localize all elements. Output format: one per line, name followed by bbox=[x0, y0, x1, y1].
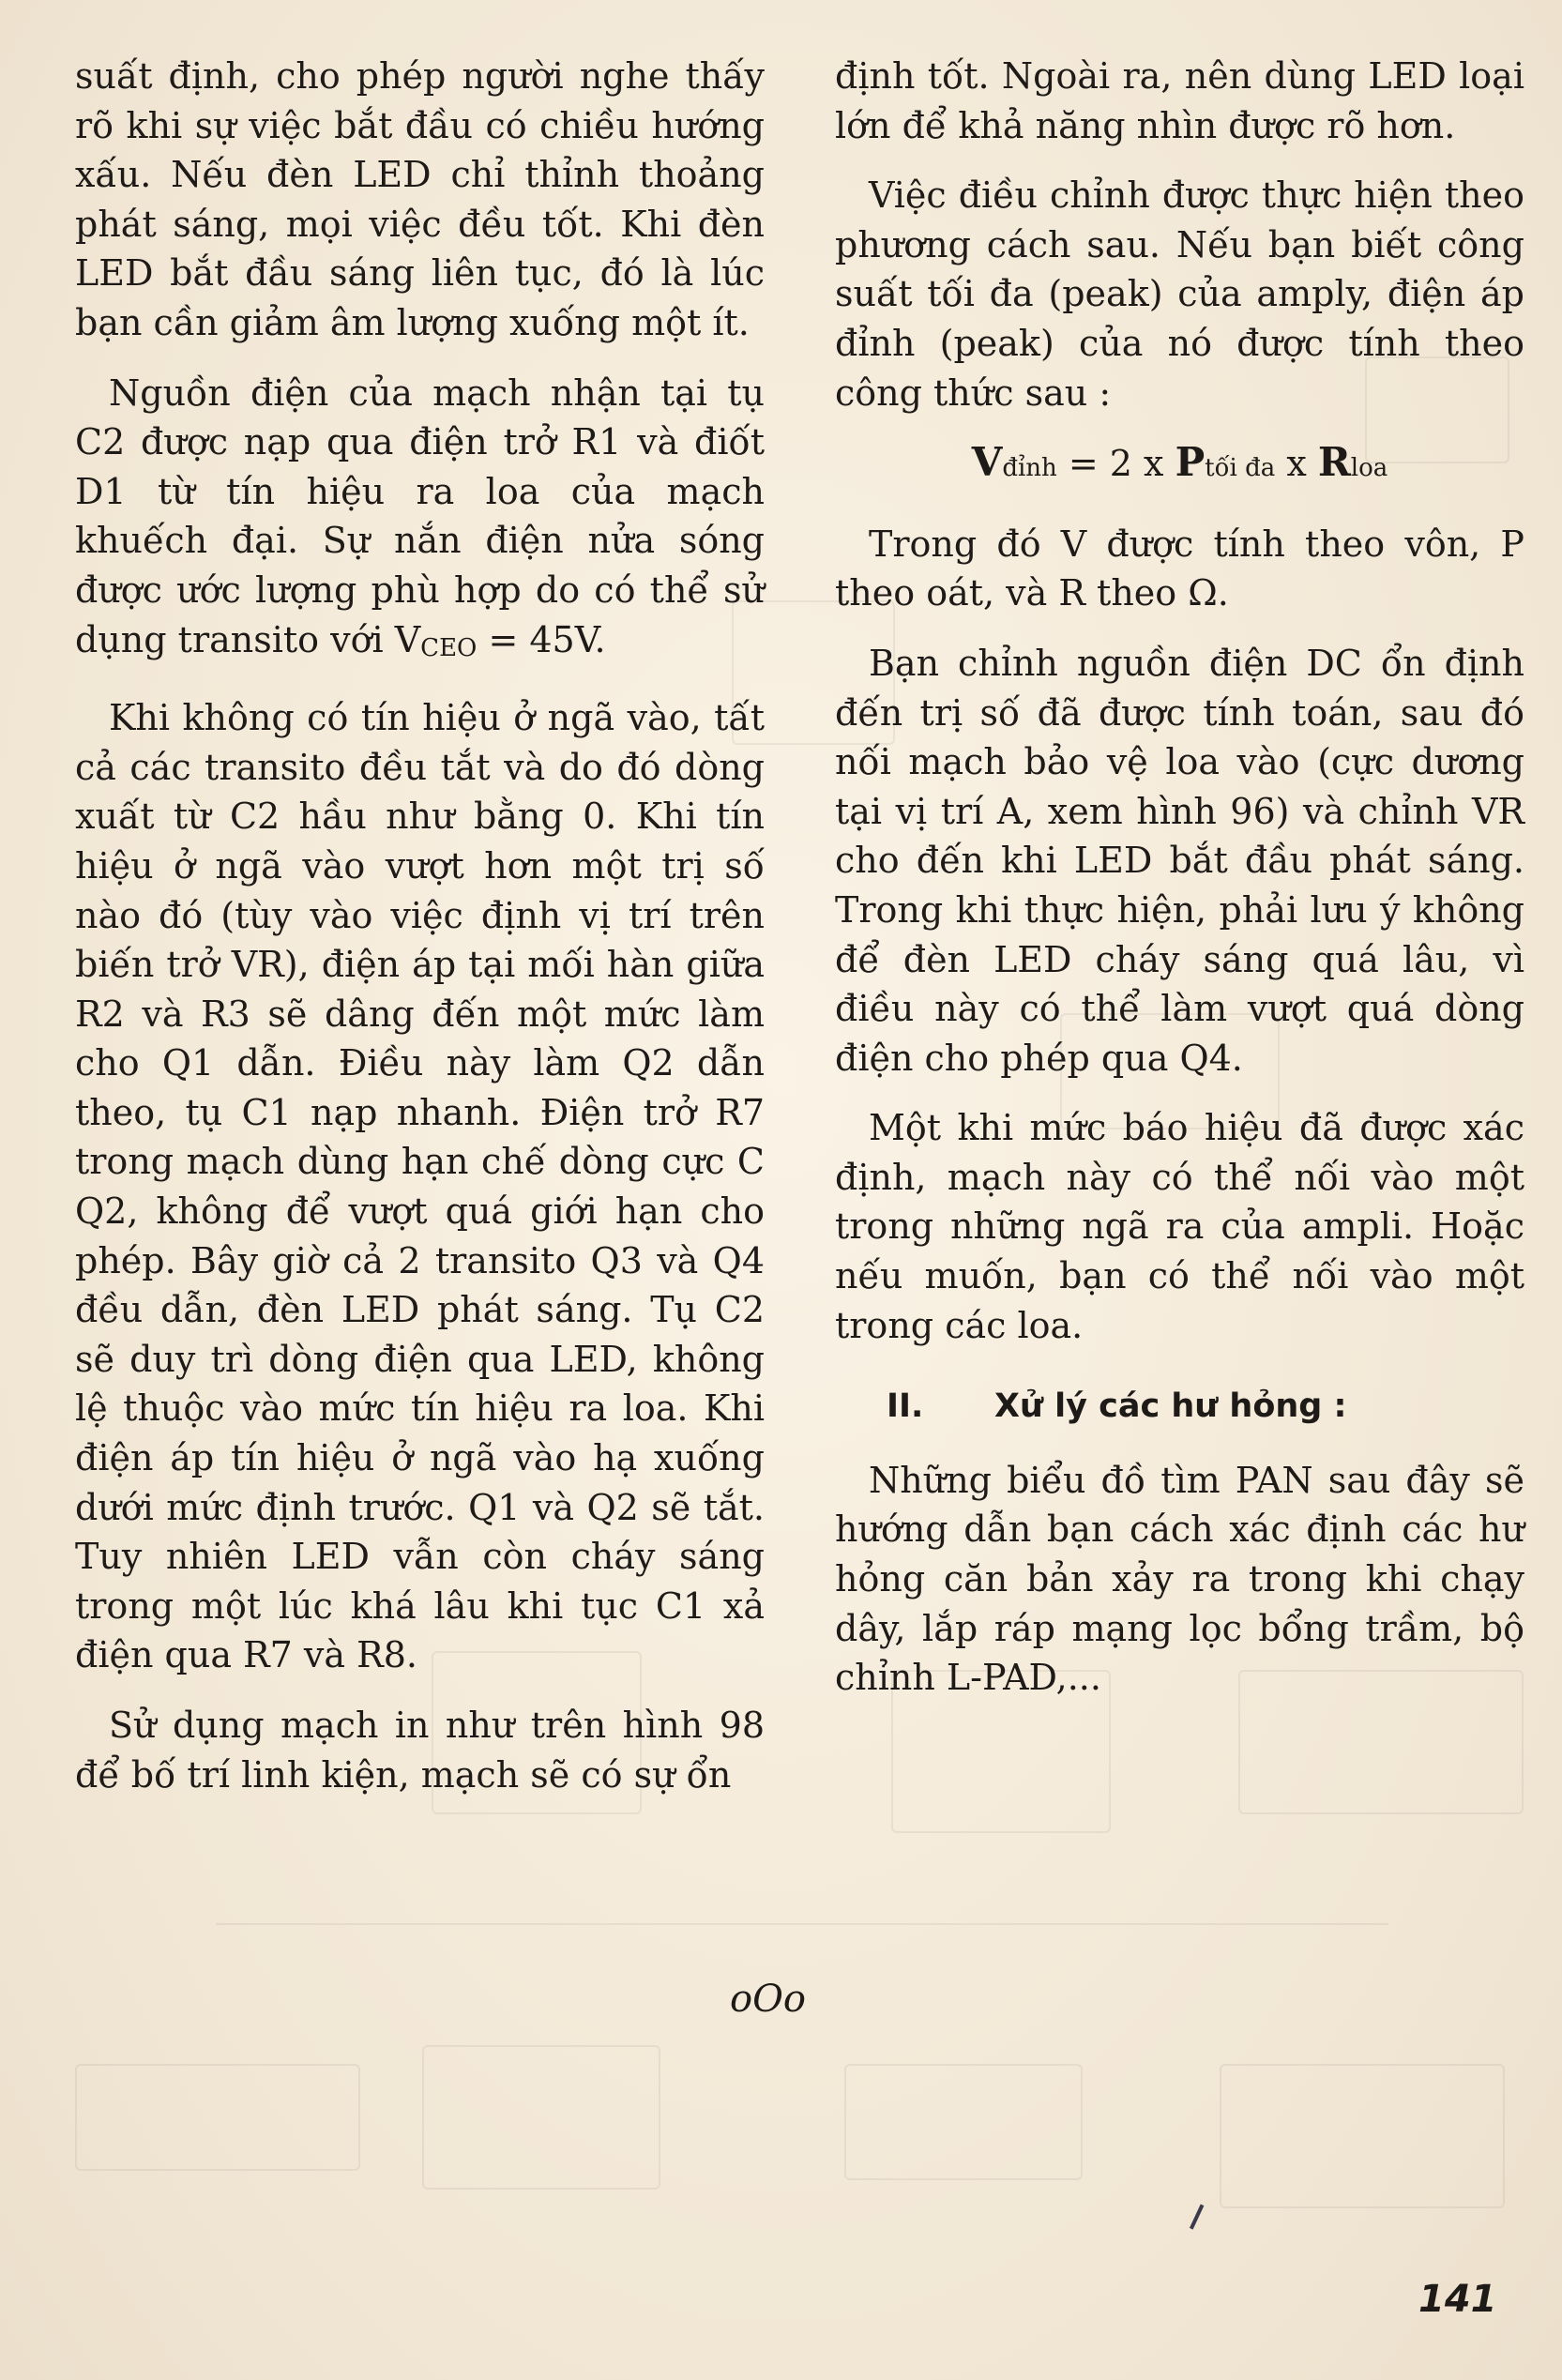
vceo-symbol: V bbox=[394, 618, 421, 660]
left-paragraph-3: Khi không có tín hiệu ở ngã vào, tất cả các transito đều tắt và do đó dòng xuất từ C2 hầu như bằng 0. Khi tín hiệu ở ngã vào vượt hơn một trị số nào đó (tùy vào việc định vị trí trên biến trở VR), điện áp tại mối hàn giữa R2 và R3 sẽ dâng đến một mức làm cho Q1 dẫn. Điều này làm Q2 dẫn theo, tụ C1 nạp nhanh. Điện trở R7 trong mạch dùng hạn chế dòng cực C Q2, không để vượt quá giới hạn cho phép. Bây giờ cả 2 transito Q3 và Q4 đều dẫn, đèn LED phát sáng. Tụ C2 sẽ duy trì dòng điện qua LED, không lệ thuộc vào mức tín hiệu ra loa. Khi điện áp tín hiệu ở ngã vào hạ xuống dưới mức định trước. Q1 và Q2 sẽ tắt. Tuy nhiên LED vẫn còn cháy sáng trong một lúc khá lâu khi tục C1 xả điện qua R7 và R8. bbox=[75, 697, 765, 1676]
pen-mark-icon bbox=[1190, 2205, 1216, 2236]
section-heading bbox=[835, 1382, 1524, 1432]
right-paragraph-5: Một khi mức báo hiệu đã được xác định, mạch này có thể nối vào một trong những ngã ra của ampli. Hoặc nếu muốn, bạn có thể nối vào một trong các loa. bbox=[835, 1107, 1524, 1346]
right-paragraph-4: Bạn chỉnh nguồn điện DC ổn định đến trị số đã được tính toán, sau đó nối mạch bảo vệ loa vào (cực dương tại vị trí A, xem hình 96) và chỉnh VR cho đến khi LED bắt đầu phát sáng. Trong khi thực hiện, phải lưu ý không để đèn LED cháy sáng quá lâu, vì điều này có thể làm vượt quá dòng điện cho phép qua Q4. bbox=[835, 642, 1524, 1079]
vceo-value: = 45V. bbox=[477, 618, 606, 660]
section-number: II. bbox=[887, 1387, 924, 1426]
right-paragraph-1: định tốt. Ngoài ra, nên dùng LED loại lớn để khả năng nhìn được rõ hơn. bbox=[835, 55, 1524, 146]
left-paragraph-2-text: Nguồn điện của mạch nhận tại tụ C2 được nạp qua điện trở R1 và điốt D1 từ tín hiệu ra loa của mạch khuếch đại. Sự nắn điện nửa sóng được ước lượng phù hợp do có thể sử dụng transito với bbox=[75, 371, 765, 660]
right-paragraph-6: Những biểu đồ tìm PAN sau đây sẽ hướng dẫn bạn cách xác định các hư hỏng căn bản xảy ra trong khi chạy dây, lắp ráp mạng lọc bổng trầm, bộ chỉnh L-PAD,... bbox=[835, 1459, 1524, 1699]
bleed-through-line bbox=[216, 1923, 1388, 1925]
formula-p: P bbox=[1175, 439, 1206, 486]
bleed-through-box bbox=[75, 2064, 360, 2171]
formula-r: R bbox=[1317, 439, 1351, 486]
end-mark: oOo bbox=[730, 1978, 806, 2021]
left-paragraph-4: Sử dụng mạch in như trên hình 98 để bố trí linh kiện, mạch sẽ có sự ổn bbox=[75, 1705, 765, 1796]
bleed-through-box bbox=[422, 2045, 660, 2190]
section-title: Xử lý các hư hỏng : bbox=[994, 1387, 1347, 1426]
right-paragraph-3: Trong đó V được tính theo vôn, P theo oát, và R theo Ω. bbox=[835, 523, 1524, 614]
formula-p-sub: tối đa bbox=[1205, 454, 1276, 483]
bleed-through-box bbox=[1220, 2064, 1505, 2208]
formula-mid2: x bbox=[1275, 443, 1318, 485]
formula-v: V bbox=[971, 439, 1003, 486]
left-paragraph-2 bbox=[75, 369, 765, 674]
formula-r-sub: loa bbox=[1350, 454, 1388, 483]
left-paragraph-1: suất định, cho phép người nghe thấy rõ khi sự việc bắt đầu có chiều hướng xấu. Nếu đèn LED chỉ thỉnh thoảng phát sáng, mọi việc đều tốt. Khi đèn LED bắt đầu sáng liên tục, đó là lúc bạn cần giảm âm lượng xuống một ít. bbox=[75, 55, 765, 343]
page-number: 141 bbox=[1418, 2278, 1497, 2321]
bleed-through-box bbox=[844, 2064, 1083, 2180]
right-paragraph-2: Việc điều chỉnh được thực hiện theo phương cách sau. Nếu bạn biết công suất tối đa (peak) của amply, điện áp đỉnh (peak) của nó được tính theo công thức sau : bbox=[835, 174, 1524, 414]
formula-mid1: = 2 x bbox=[1056, 443, 1175, 485]
vceo-subscript: CEO bbox=[420, 633, 478, 662]
formula-v-sub: đỉnh bbox=[1002, 454, 1057, 483]
peak-voltage-formula bbox=[835, 438, 1524, 493]
right-column bbox=[835, 52, 1524, 1723]
left-column bbox=[75, 52, 765, 1820]
